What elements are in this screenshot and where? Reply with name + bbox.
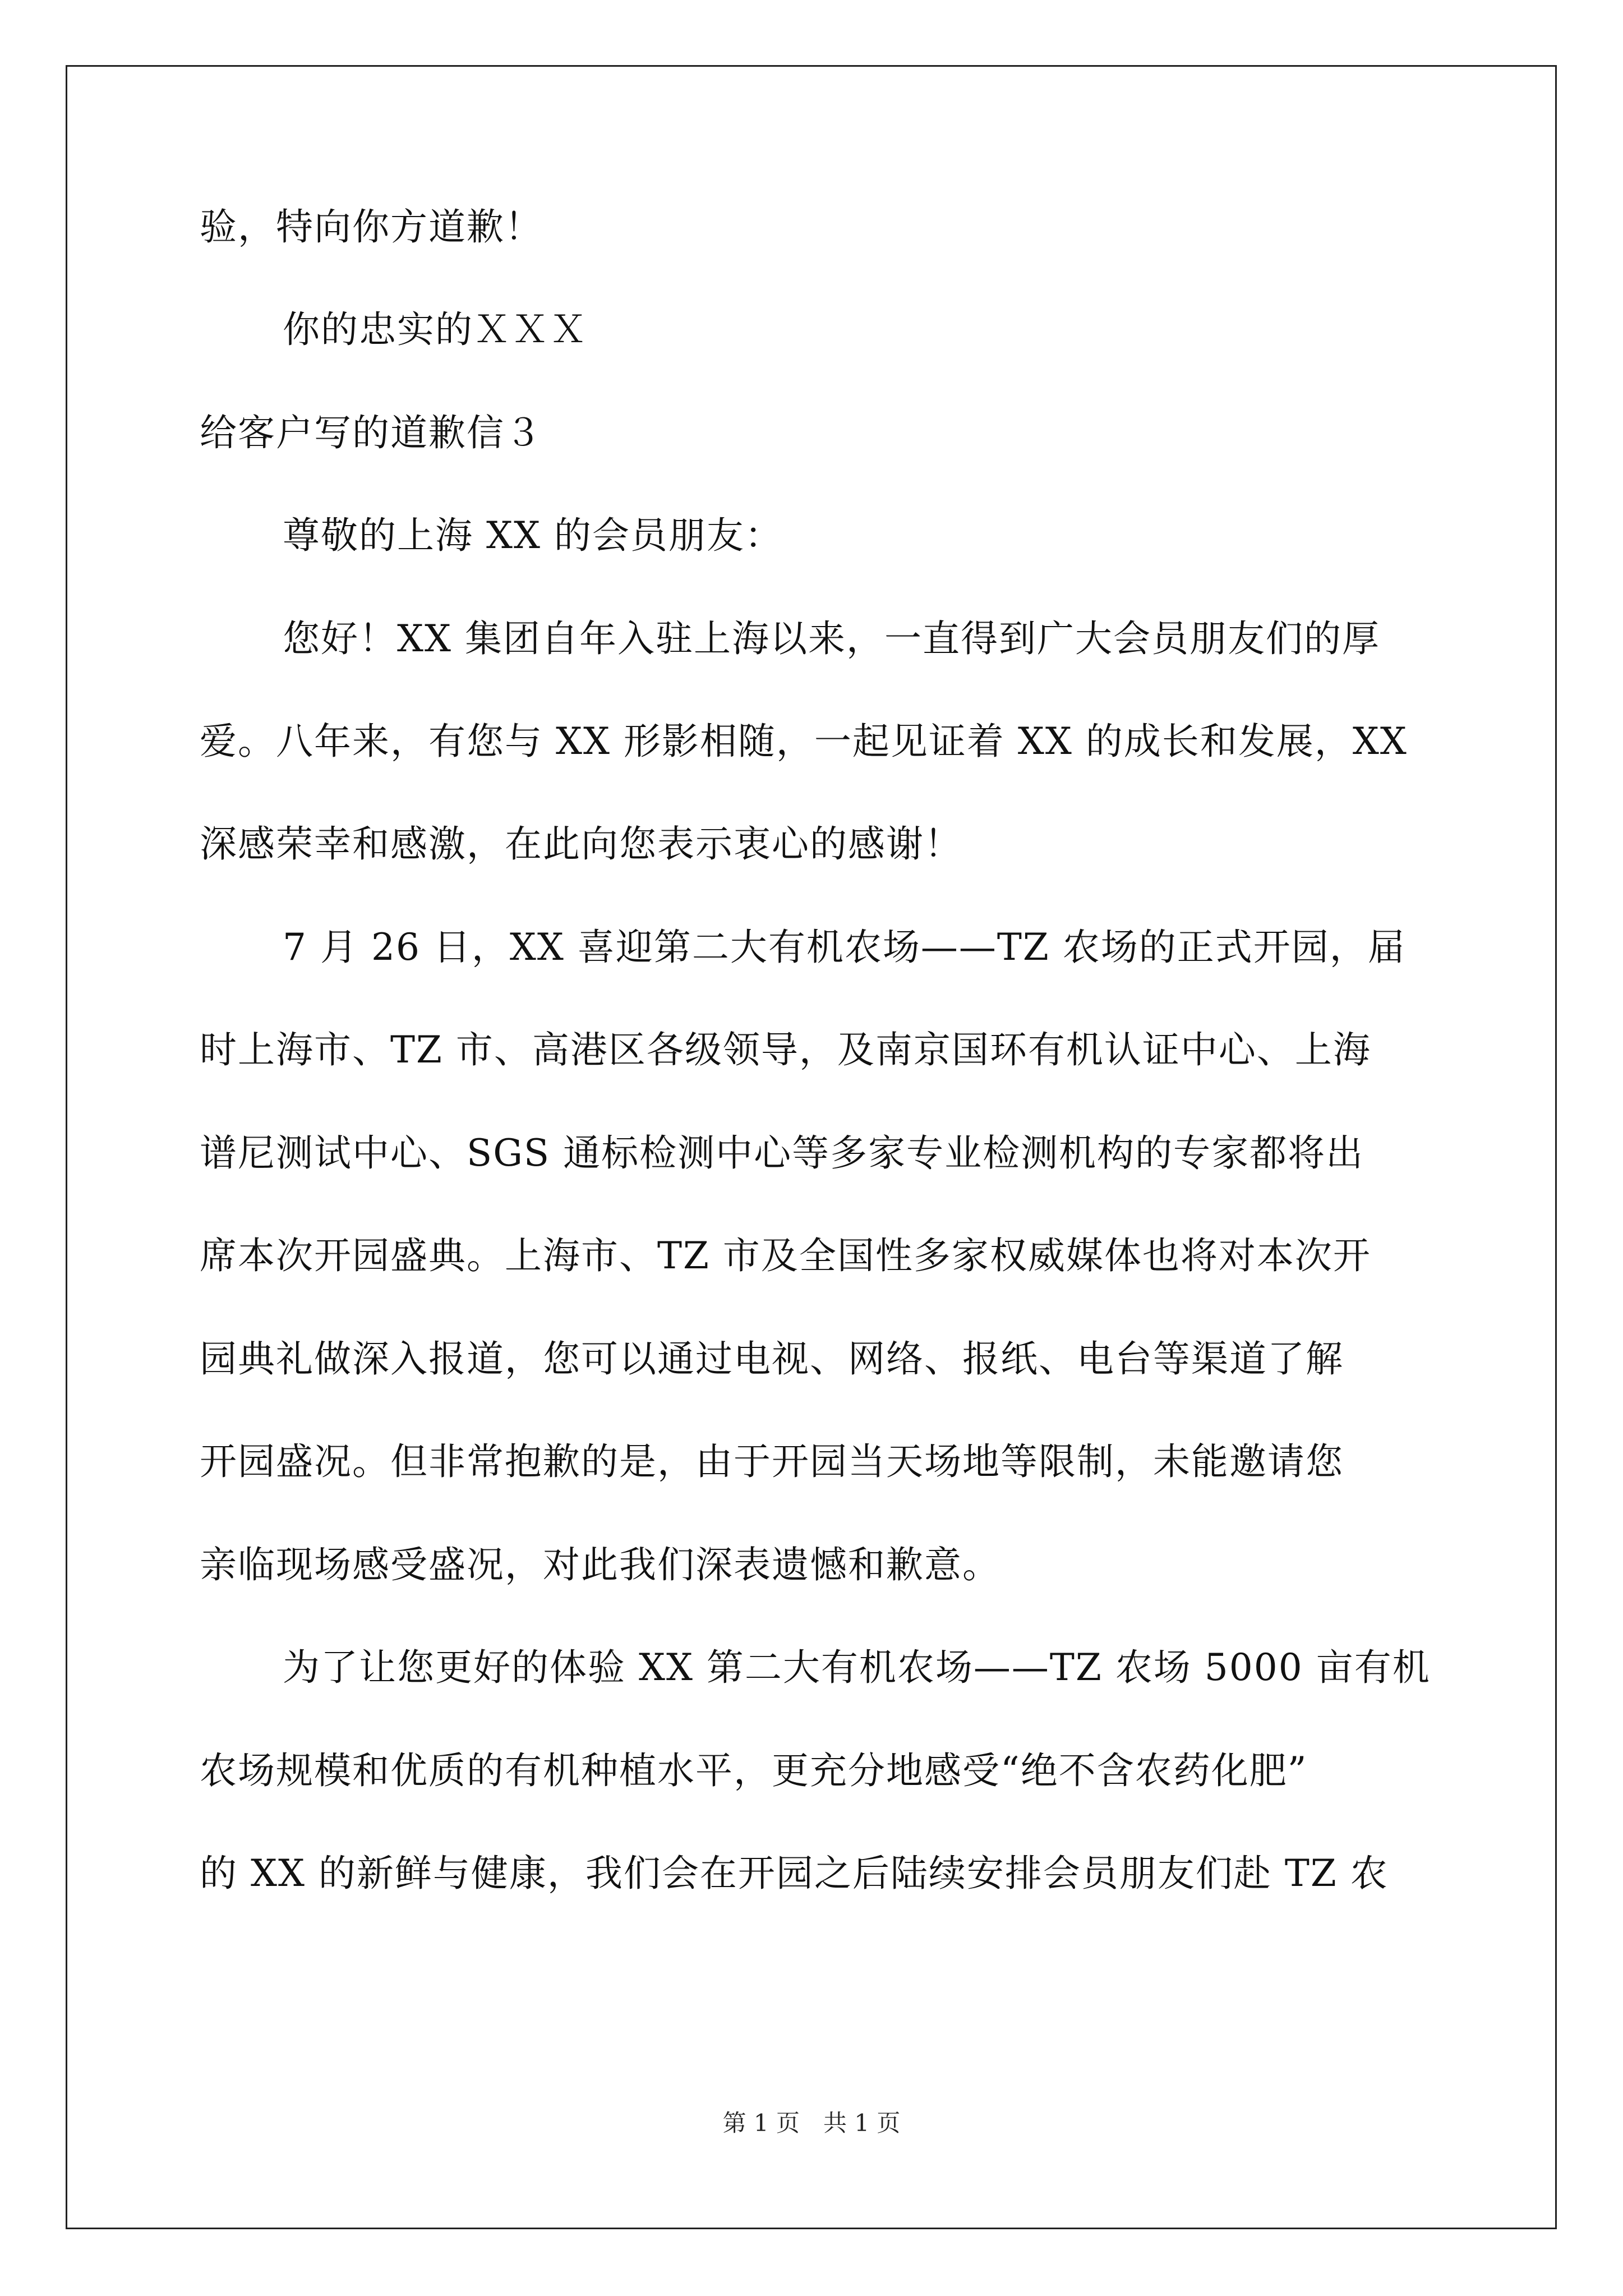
text-line: 亲临现场感受盛况，对此我们深表遗憾和歉意。 <box>200 1543 1000 1586</box>
text-line: 席本次开园盛典。上海市、TZ 市及全国性多家权威媒体也将对本次开 <box>200 1234 1371 1277</box>
text-line: 爱。八年来，有您与 XX 形影相随，一起见证着 XX 的成长和发展，XX <box>200 720 1408 763</box>
text-line: 农场规模和优质的有机种植水平，更充分地感受“绝不含农药化肥” <box>200 1749 1308 1792</box>
text-line: 开园盛况。但非常抱歉的是，由于开园当天场地等限制，未能邀请您 <box>200 1440 1344 1483</box>
salutation: 尊敬的上海 XX 的会员朋友： <box>283 514 783 557</box>
text-line: 深感荣幸和感激，在此向您表示衷心的感谢！ <box>200 822 962 866</box>
signature-line: 你的忠实的ＸＸＸ <box>283 308 588 351</box>
text-line: 7 月 26 日，XX 喜迎第二大有机农场——TZ 农场的正式开园，届 <box>283 926 1406 969</box>
text-line: 谱尼测试中心、SGS 通标检测中心等多家专业检测机构的专家都将出 <box>200 1131 1364 1175</box>
text-line: 验，特向你方道歉！ <box>200 205 543 249</box>
text-line: 的 XX 的新鲜与健康，我们会在开园之后陆续安排会员朋友们赴 TZ 农 <box>200 1852 1389 1895</box>
text-line: 时上海市、TZ 市、高港区各级领导，及南京国环有机认证中心、上海 <box>200 1028 1371 1071</box>
section-heading: 给客户写的道歉信３ <box>200 411 543 454</box>
text-line: 园典礼做深入报道，您可以通过电视、网络、报纸、电台等渠道了解 <box>200 1337 1344 1381</box>
page-footer: 第 1 页 共 1 页 <box>722 2109 901 2137</box>
text-line: 为了让您更好的体验 XX 第二大有机农场——TZ 农场 5000 亩有机 <box>283 1646 1431 1689</box>
text-line: 您好！XX 集团自年入驻上海以来，一直得到广大会员朋友们的厚 <box>283 617 1380 660</box>
